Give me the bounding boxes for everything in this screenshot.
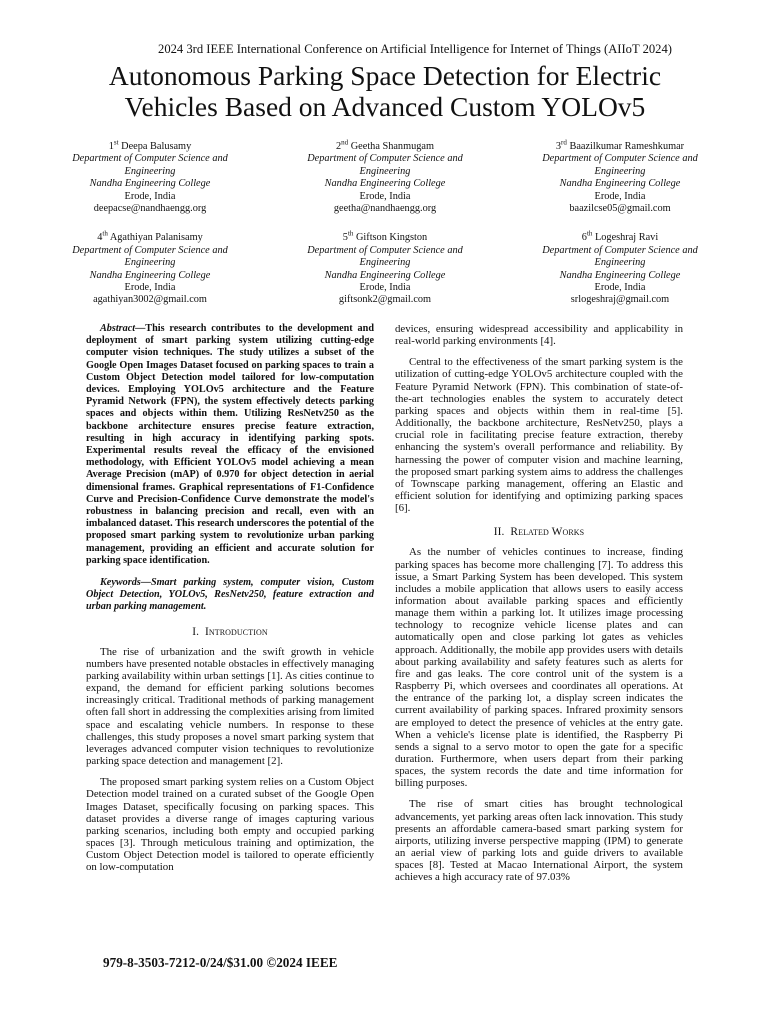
author-email: srlogeshraj@gmail.com [570,294,670,306]
author-city: Erode, India [124,190,176,202]
abstract [86,323,374,567]
author-row-2 [50,232,720,306]
author-college: Nandha Engineering College [89,269,211,281]
author-ordinal-suffix: nd [341,138,349,147]
author-ordinal: 3 [555,141,562,152]
author-city: Erode, India [359,282,411,294]
abstract-text: —This research contributes to the development and deployment of smart parking system utilizing cutting-edge computer vision techniques. The study utilizes a subset of the Google Open Images Dataset focused on parking spaces to train a Custom Object Detection model tailored for low-computation devices. Employing YOLOv5 architecture and the Feature Pyramid Network (FPN), the system effectively detects parking spaces and objects within them. Utilizing ResNetv250 as the backbone architecture ensures precise feature extraction, resulting in high accuracy in identifying parking spots. Experimental results reveal the efficacy of the envisioned methodology, with Efficient YOLOv5 model achieving a mean Average Precision (mAP) of 0.970 for object detection in aerial dimensional frames. Graphical representations of F1-Confidence Curve and Precision-Confidence Curve demonstrate the model's robustness in balancing precision and recall, even with an imbalanced dataset. This research underscores the potential of the proposed smart parking system to revolutionize urban parking management, providing an efficient and accurate solution for parking space identification. [86,323,374,566]
author-2 [285,138,485,215]
author-department: Department of Computer Science and [307,244,463,256]
author-5 [285,232,485,306]
section-number: II. [493,526,505,539]
author-college: Nandha Engineering College [559,269,681,281]
author-name: Geetha Shanmugam [348,141,434,152]
abstract-label: Abstract [100,323,136,334]
author-city: Erode, India [594,190,646,202]
author-ordinal: 2 [336,141,342,152]
title-line-2: Vehicles Based on Advanced Custom YOLOv5 [124,91,646,122]
author-name: Baazilkumar Rameshkumar [566,141,685,152]
author-1 [50,138,250,215]
copyright-footer: 979-8-3503-7212-0/24/$31.00 ©2024 IEEE [103,955,338,970]
author-department: Department of Computer Science and [542,244,698,256]
author-6 [520,232,720,306]
author-department: Department of Computer Science and [72,244,228,256]
author-email: baazilcse05@gmail.com [569,203,671,215]
author-email: geetha@nandhaengg.org [333,203,437,215]
author-college: Nandha Engineering College [559,178,681,190]
section-title: Related Works [510,526,585,539]
author-college: Nandha Engineering College [89,178,211,190]
title-line-1: Autonomous Parking Space Detection for Electric [108,60,662,91]
author-department: Engineering [124,165,176,177]
section-heading-introduction [86,626,374,638]
author-4 [50,232,250,306]
intro-paragraph-3: Central to the effectiveness of the smart parking system is the utilization of cutting-edge YOLOv5 architecture coupled with the Feature Pyramid Network (FPN). This combination of state-of-the-art technologies enables the system to accurately detect parking spaces and objects within them in real-time [5]. Additionally, the backbone architecture, ResNetv250, plays a crucial role in facilitating precise feature extraction, thereby enhancing the system's overall performance and reliability. By harnessing the power of computer vision and machine learning, the proposed smart parking system aims to address the challenges of Townscape parking management, offering an Elastic and efficient solution for identifying and optimizing parking spaces [6]. [395,356,683,515]
author-department: Department of Computer Science and [307,153,463,165]
author-name: Logeshraj Ravi [592,232,659,244]
keywords: Keywords—Smart parking system, computer vision, Custom Object Detection, YOLOv5, ResNetv250, feature extraction and urban parking management. [86,577,374,613]
related-works-paragraph-1: As the number of vehicles continues to increase, finding parking spaces has become more challenging [7]. To address this issue, a Smart Parking System has been developed. This system includes a mobile application that allows users to easily access information about available parking spaces and efficiently manage them within a parking lot. It utilizes image processing technology to recognize vehicle license plates and can automatically open and close parking lot gates as vehicles approach. Additionally, the mobile app provides users with details about parking availability and safety features such as alerts for fire and gas leaks. The core control unit of the system is a Raspberry Pi, which oversees and coordinates all operations. At the entrance of the parking lot, a display screen indicates the current availability of parking spaces. Infrared proximity sensors are employed to detect the presence of vehicles at the entry gate. When a vehicle's license plate is identified, the Raspberry Pi sends a signal to a servo motor to open the gate for a specific duration. Furthermore, when users depart from their parking spaces, the system records the date and time information for billing purposes. [395,546,683,790]
author-ordinal: 5 [342,232,348,244]
author-row-1 [50,138,720,215]
section-title: Introduction [204,625,268,638]
author-city: Erode, India [594,282,646,294]
author-department: Engineering [359,257,411,269]
author-department: Department of Computer Science and [72,153,228,165]
author-department: Engineering [594,165,646,177]
intro-paragraph-2-continued: devices, ensuring widespread accessibility and applicability in real-world parking environments [4]. [395,323,683,348]
right-column [395,323,683,884]
author-ordinal: 1 [108,141,114,152]
author-ordinal: 6 [581,232,587,244]
author-department: Engineering [594,257,646,269]
related-works-paragraph-2: The rise of smart cities has brought technological advancements, yet parking areas often lack innovation. This study presents an affordable camera-based smart parking system for airports, utilizing inverse perspective mapping (IPM) to generate an aerial view of parking lots and guide drivers to available spaces [8]. Tested at Macao International Airport, the system achieves a high accuracy rate of 97.03% [395,798,683,884]
author-name: Deepa Balusamy [118,141,192,152]
author-email: giftsonk2@gmail.com [338,294,432,306]
author-block [50,138,720,307]
section-heading-related-works [395,526,683,538]
author-ordinal: 4 [97,232,103,244]
author-name: Giftson Kingston [353,232,428,244]
author-ordinal-suffix: th [586,230,593,239]
author-name: Agathiyan Palanisamy [107,232,203,244]
author-email: deepacse@nandhaengg.org [93,203,207,215]
author-college: Nandha Engineering College [324,269,446,281]
author-ordinal-suffix: st [113,138,119,147]
intro-paragraph-1: The rise of urbanization and the swift growth in vehicle numbers have presented notable obstacles in effectively managing parking availability within urban settings [1]. As cities continue to expand, the demand for efficient parking solutions becomes increasingly critical. Traditional methods of parking management often fall short in addressing the complexities arising from limited space and escalating vehicle numbers. In response to these challenges, this study proposes a novel smart parking system that leverages advanced computer vision techniques to revolutionize parking space detection and management [2]. [86,645,374,768]
author-city: Erode, India [359,190,411,202]
author-ordinal-suffix: th [102,230,108,239]
author-ordinal-suffix: th [347,230,354,239]
author-department: Engineering [124,257,176,269]
author-department: Engineering [359,165,411,177]
section-number: I. [192,625,200,638]
author-ordinal-suffix: rd [561,138,567,147]
author-department: Department of Computer Science and [542,153,698,165]
intro-paragraph-2: The proposed smart parking system relies on a Custom Object Detection model trained on a curated subset of the Google Open Images Dataset, specifically focusing on parking spaces. This dataset provides a diverse range of images capturing various parking scenarios, including both empty and occupied parking spaces [3]. Through meticulous training and optimization, the Custom Object Detection model is tailored to operate efficiently on low-computation [86,776,374,874]
conference-header: 2024 3rd IEEE International Conference on Artificial Intelligence for Internet of Things (AIIoT 2024) [158,42,672,56]
paper-title [40,60,730,122]
author-city: Erode, India [124,282,176,294]
author-3 [520,138,720,215]
author-college: Nandha Engineering College [324,178,446,190]
left-column [86,323,374,873]
author-email: agathiyan3002@gmail.com [93,294,207,306]
